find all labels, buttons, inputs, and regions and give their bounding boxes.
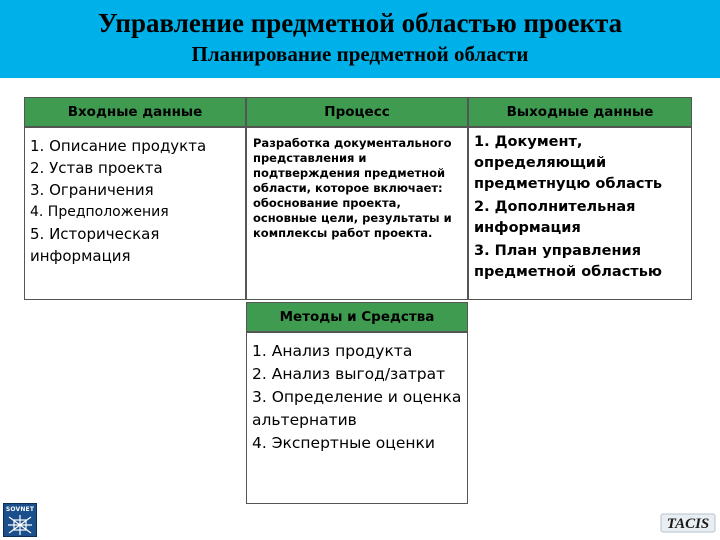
title-banner <box>0 0 720 78</box>
methods-header: Методы и Средства <box>246 302 468 332</box>
input-item: 1. Описание продукта <box>30 137 207 155</box>
inputs-cell <box>24 127 246 300</box>
outputs-list <box>469 128 691 287</box>
methods-list <box>247 333 467 455</box>
tacis-logo <box>660 505 716 535</box>
inputs-list <box>25 128 245 267</box>
process-text: Разработка документального представления и подтверждения предметной области, которое включает: обоснование проекта, основные цели, результаты и комплексы работ проекта. <box>253 136 452 240</box>
inputs-header: Входные данные <box>24 97 246 127</box>
page-title: Управление предметной областью проекта <box>97 8 623 38</box>
output-item: 1. Документ, определяющий предметнуцю область <box>474 134 663 192</box>
outputs-header: Выходные данные <box>468 97 692 127</box>
outputs-cell <box>468 127 692 300</box>
method-item: 4. Экспертные оценки <box>252 434 435 452</box>
methods-cell <box>246 332 468 504</box>
process-header: Процесс <box>246 97 468 127</box>
method-item: 1. Анализ продукта <box>252 342 413 360</box>
output-item: 3. План управления предметной областью <box>474 243 662 280</box>
method-item: 3. Определение и оценка альтернатив <box>252 388 462 429</box>
svg-text:TACIS: TACIS <box>666 516 710 532</box>
input-item: 3. Ограничения <box>30 181 154 199</box>
input-item: 4. Предположения <box>30 204 169 220</box>
method-item: 2. Анализ выгод/затрат <box>252 365 446 383</box>
sovnet-logo-text: SOVNET <box>5 506 35 513</box>
page-subtitle: Планирование предметной области <box>191 42 529 66</box>
sovnet-logo <box>3 503 37 537</box>
process-cell <box>246 127 468 300</box>
sovnet-emblem-icon <box>7 514 33 536</box>
input-item: 2. Устав проекта <box>30 159 163 177</box>
input-item: 5. Историческая информация <box>30 225 160 265</box>
output-item: 2. Дополнительная информация <box>474 199 636 236</box>
